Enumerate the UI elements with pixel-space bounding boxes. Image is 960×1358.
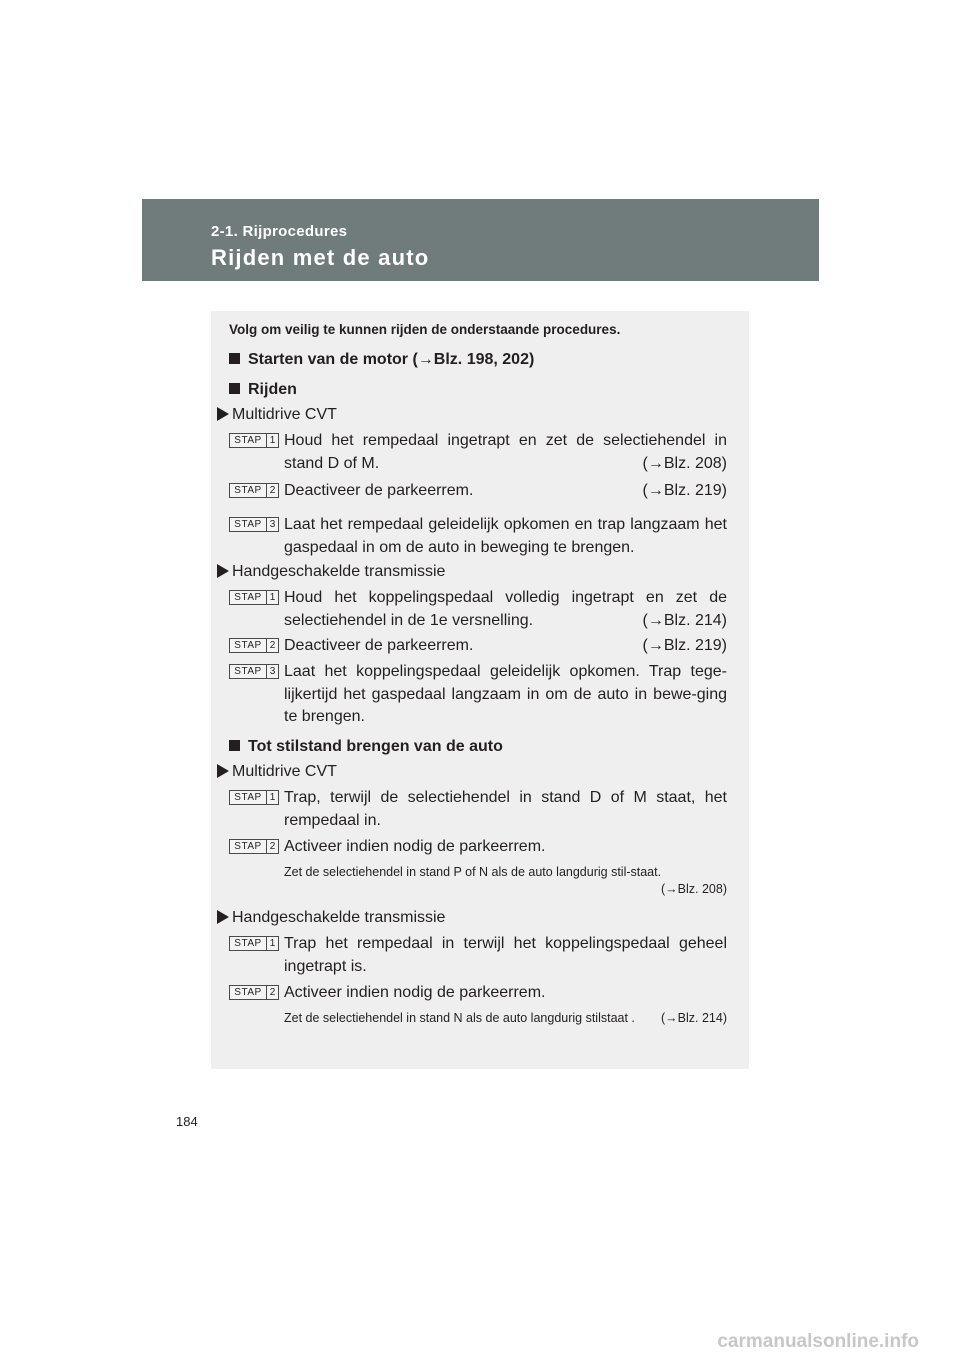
- step-text: Houd het koppelingspedaal volledig ingetrapt en zet de selectiehendel in de 1e versnelling. (→Blz. 214): [284, 589, 727, 629]
- step-badge: STAP 2: [229, 985, 279, 1000]
- step-text: Trap het rempedaal in terwijl het koppelingspedaal geheel ingetrapt is.: [284, 935, 727, 975]
- triangle-bullet-icon: [217, 564, 229, 578]
- page-number: 184: [176, 1114, 198, 1129]
- subheading-stopping-manual: Handgeschakelde transmissie: [217, 909, 445, 927]
- step-badge: STAP 2: [229, 638, 279, 653]
- square-bullet-icon: [229, 353, 240, 364]
- subheading-stopping-cvt: Multidrive CVT: [217, 763, 337, 781]
- heading-start-engine: Starten van de motor (→Blz. 198, 202): [229, 351, 534, 369]
- step-text: Trap, terwijl de selectiehendel in stand D of M staat, het rempedaal in.: [284, 789, 727, 829]
- section-label: 2-1. Rijprocedures: [211, 223, 348, 240]
- step-text: Laat het koppelingspedaal geleidelijk opkomen. Trap tege-lijkertijd het gaspedaal langzaam in om de auto in bewe-ging te brengen.: [284, 663, 727, 725]
- square-bullet-icon: [229, 383, 240, 394]
- step-badge: STAP 1: [229, 433, 279, 448]
- step-text: Laat het rempedaal geleidelijk opkomen en trap langzaam het gaspedaal in om de auto in beweging te brengen.: [284, 516, 727, 556]
- heading-driving: Rijden: [229, 381, 297, 399]
- step-badge: STAP 3: [229, 517, 279, 532]
- step-text: Activeer indien nodig de parkeerrem.: [284, 838, 546, 855]
- step-text: Houd het rempedaal ingetrapt en zet de selectiehendel in stand D of M. (→Blz. 208): [284, 432, 727, 472]
- chapter-header: [142, 199, 819, 281]
- subheading-driving-cvt: Multidrive CVT: [217, 406, 337, 424]
- procedure-box: [211, 311, 749, 1069]
- step-text: Deactiveer de parkeerrem. (→Blz. 219): [284, 482, 727, 499]
- square-bullet-icon: [229, 740, 240, 751]
- heading-stopping: Tot stilstand brengen van de auto: [229, 738, 503, 756]
- step-badge: STAP 1: [229, 590, 279, 605]
- subheading-driving-manual: Handgeschakelde transmissie: [217, 563, 445, 581]
- step-text: Activeer indien nodig de parkeerrem.: [284, 984, 546, 1001]
- triangle-bullet-icon: [217, 764, 229, 778]
- step-text: Deactiveer de parkeerrem. (→Blz. 219): [284, 637, 727, 654]
- step-badge: STAP 1: [229, 790, 279, 805]
- intro-text: Volg om veilig te kunnen rijden de onderstaande procedures.: [229, 322, 621, 337]
- triangle-bullet-icon: [217, 910, 229, 924]
- page-title: Rijden met de auto: [211, 245, 430, 270]
- step-badge: STAP 2: [229, 483, 279, 498]
- step-badge: STAP 3: [229, 664, 279, 679]
- step-badge: STAP 2: [229, 839, 279, 854]
- step-badge: STAP 1: [229, 936, 279, 951]
- step-note: Zet de selectiehendel in stand N als de auto langdurig stilstaat . (→Blz. 214): [284, 1011, 727, 1025]
- step-note: Zet de selectiehendel in stand P of N als de auto langdurig stil-staat. (→Blz. 208): [284, 865, 727, 896]
- triangle-bullet-icon: [217, 407, 229, 421]
